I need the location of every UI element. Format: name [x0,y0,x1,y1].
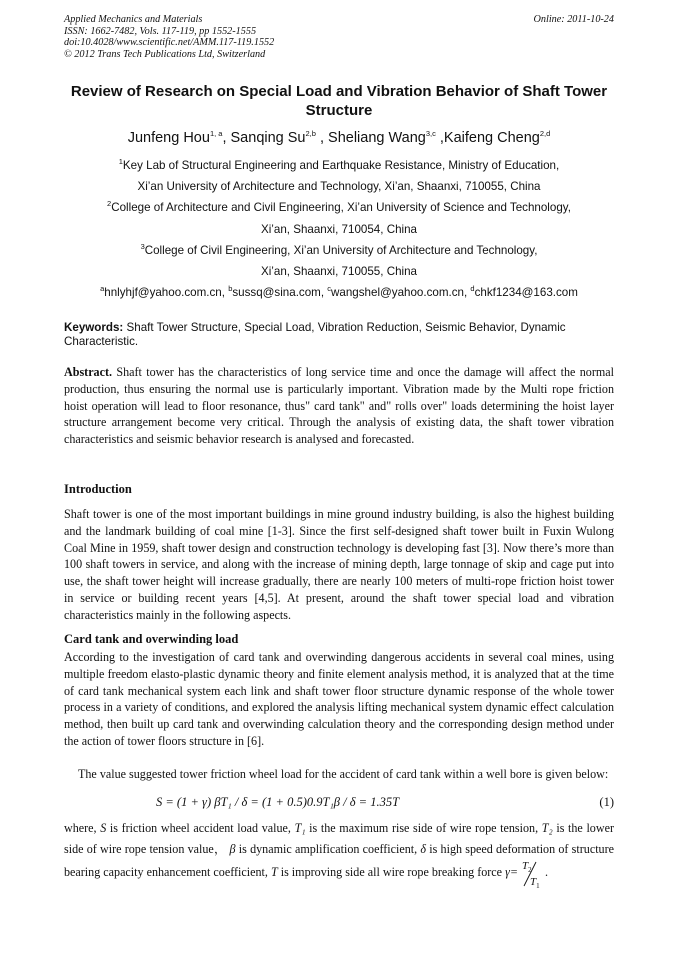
where-text: is the lower side of wire rope tension value， [64,821,614,856]
email-link[interactable]: sussq@sina.com [232,286,321,300]
introduction-text: Shaft tower is one of the most important buildings in mine ground industry building, is also the highest building and the landmark building of coal mine [1-3]. Since the first self-designed shaft tower built in Fuxin Wulong Coal Mine in 1959, shaft tower design and construction technology is developing fast [3]. Now there’s more than 100 shaft towers in service, and along with the increase of mining depth, large tonnage of skip and cage put into use, the shaft tower height will increase gradually, there are nearly 100 meters of multi-rope friction hoist tower in service or building recent years [4,5]. At present, around the shaft tower special load and vibration characteristics mainly in the following aspects. [64,507,614,622]
email-link[interactable]: wangshel@yahoo.com.cn [331,286,464,300]
email-link[interactable]: hnlyhjf@yahoo.com.cn [104,286,222,300]
abstract-label: Abstract. [64,365,113,379]
author-separator: , [222,130,231,146]
fraction-denominator [530,872,540,897]
where-text: is high speed deformation of structure bearing capacity enhancement coefficient, [64,842,614,879]
affiliation-text: Key Lab of Structural Engineering and Earthquake Resistance, Ministry of Education, [122,159,560,172]
issn: ISSN: 1662-7482, Vols. 117-119, pp 1552-1555 [64,25,257,37]
journal-header [64,14,614,60]
author-name: Junfeng Hou [127,130,210,146]
email-sup: d [470,284,475,294]
affiliations [64,155,614,303]
author-separator: , [435,130,444,146]
keywords-text: Shaft Tower Structure, Special Load, Vibration Reduction, Seismic Behavior, Dynamic Characteristic. [64,321,566,348]
author-name: Sanqing Su [230,130,306,146]
fraction-denominator-sub: 1 [536,882,540,891]
doi: doi:10.4028/www.scientific.net/AMM.117-119.1552 [64,37,275,48]
affiliation-sup: 3 [140,241,145,251]
email-sup: b [228,284,233,294]
affiliation-line [64,155,614,176]
variable-gamma: γ= [505,865,519,879]
paper-title: Review of Research on Special Load and Vibration Behavior of Shaft Tower Structure [70,83,608,119]
author-sup: 1, a [209,129,223,139]
email-line: $^a$hnlyhjf@yahoo.com.cn, $^b$sussq@sina.com, $^c$wangshel@yahoo.com.cn, $^d$chkf1234@163.com [100,284,578,300]
fraction-numerator-symbol: T [522,860,529,872]
where-end: . [545,865,549,879]
where-text: is friction wheel accident load value, [109,821,291,835]
affiliation-line: Xi’an, Shaanxi, 710054, China [261,222,417,236]
affiliation-sup: 2 [107,199,112,209]
equation-number: (1) [599,795,614,809]
copyright: © 2012 Trans Tech Publications Ltd, Switzerland [64,48,266,60]
keywords [64,321,614,349]
email-sup: c [327,284,332,294]
affiliation-text: College of Civil Engineering, Xi’an University of Architecture and Technology, [144,243,538,257]
affiliation-line: Xi’an University of Architecture and Technology, Xi’an, Shaanxi, 710055, China [137,180,541,194]
author-sup: 3,c [425,129,436,139]
fraction-denominator-symbol: T [530,876,537,888]
where-text: where, [64,821,97,835]
where-text: is dynamic amplification coefficient, [238,842,418,856]
variable-t2: T₂ [541,821,553,835]
gamma-fraction [518,860,542,891]
author-separator: , [315,130,329,146]
equation-expression: S = (1 + γ) βT₁ / δ = (1 + 0.5)0.9T₁β / δ = 1.35T [156,795,400,809]
email-sup: a [100,284,105,294]
author-name: Sheliang Wang [328,130,426,146]
section-heading-introduction: Introduction [64,482,132,496]
equation-1 [64,795,614,813]
where-text: is improving side all wire rope breaking force [280,865,503,879]
affiliation-sup: 1 [118,157,123,167]
variable-t1: T₁ [294,821,306,835]
affiliation-text: College of Architecture and Civil Engineering, Xi’an University of Science and Technology, [111,201,571,215]
variable-t: T [270,865,278,879]
affiliation-line [64,240,614,261]
author-list [64,130,614,146]
variable-beta: β [229,842,236,856]
section-heading-card-tank: Card tank and overwinding load [64,632,239,646]
journal-name: Applied Mechanics and Materials [64,14,203,25]
fraction-numerator-sub: 2 [528,866,532,875]
online-date: Online: 2011-10-24 [533,14,614,25]
keywords-label: Keywords: [64,321,124,334]
author-sup: 2,d [539,129,551,139]
abstract-text: Shaft tower has the characteristics of long service time and once the damage will affect the normal production, thus ensuring the normal use is particularly important. Vibration made by the Multi rope friction hoist operation will lead to floor resonance, thus" card tank" and" rolls over" loads determining the hoist layer structure arrangement become very critical. Through the analysis of existing data, the shaft tower vibration characteristics and seismic behavior research is analysed and forecasted. [64,365,614,447]
variable-delta: δ [420,842,427,856]
value-text: The value suggested tower friction wheel load for the accident of card tank within a well bore is given below: [78,767,609,781]
variable-s: S [100,821,107,835]
abstract [64,364,614,448]
affiliation-line: Xi’an, Shaanxi, 710055, China [261,265,417,279]
author-name: Kaifeng Cheng [443,130,540,146]
email-link[interactable]: chkf1234@163.com [474,286,578,300]
author-sup: 2,b [305,129,316,139]
where-text: is the maximum rise side of wire rope tension, [309,821,539,835]
affiliation-line [64,197,614,218]
card-tank-text: According to the investigation of card tank and overwinding dangerous accidents in several coal mines, using multiple freedom elasto-plastic dynamic theory and finite element analysis method, it is analyzed that at the time of card tank mechanical system each link and shaft tower floor structure dynamic response of the whole tower process in a variety of conditions, and explored the analysis lifting mechanical system dynamic effect calculation method, then built up card tank and overwinding calculation theory and the corresponding design method under the action of tower floors structure in [6]. [64,650,614,748]
variable-definitions [64,818,614,891]
